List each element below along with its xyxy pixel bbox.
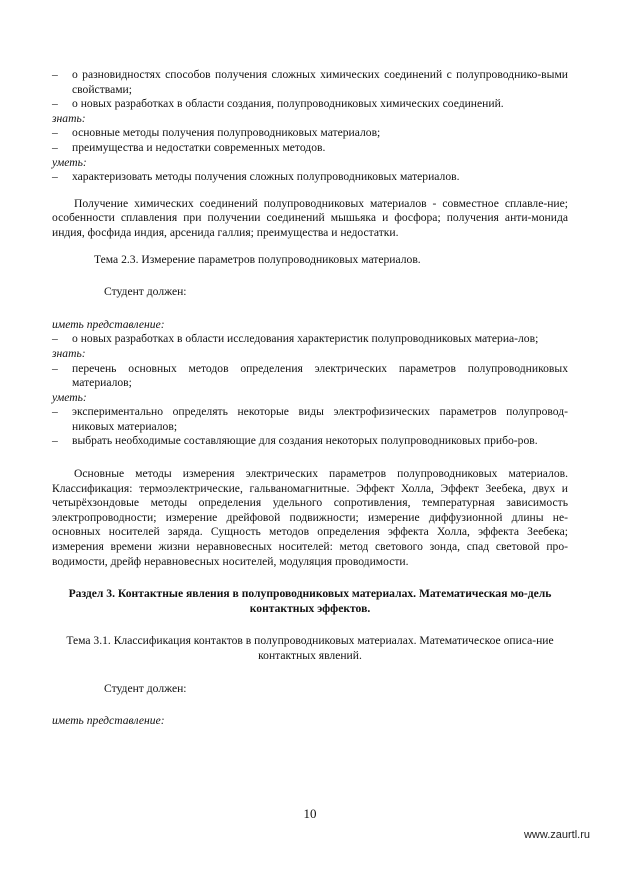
list-item [52,434,568,449]
student-heading: Студент должен: [104,285,187,299]
list-item-text: о новых разработках в области создания, полупроводниковых химических соединений. [72,97,504,111]
skill-label: уметь: [52,390,87,404]
dash-marker: – [52,332,58,346]
representation-label: иметь представление: [52,317,165,331]
list-item-text: преимущества и недостатки современных методов. [72,140,326,154]
section-heading: Раздел 3. Контактные явления в полупроводниковых материалах. Математическая мо-дель контактных эффектов. [68,587,552,615]
know-label: знать: [52,111,86,125]
student-heading: Студент должен: [104,681,187,695]
skill-label: уметь: [52,155,87,169]
list-item-text: о разновидностях способов получения сложных химических соединений с полупроводнико-выми свойствами; [72,68,568,96]
list-item [52,68,568,97]
representation-label: иметь представление: [52,714,165,728]
list-item-text: характеризовать методы получения сложных полупроводниковых материалов. [72,170,460,184]
dash-marker: – [52,170,58,184]
page-number: 10 [303,806,317,821]
list-item [52,405,568,434]
dash-marker: – [52,126,58,140]
list-item [52,362,568,391]
dash-marker: – [52,361,58,375]
paragraph: Получение химических соединений полупроводниковых материалов - совместное сплавле-ние; особенности сплавления при получении соединений мышьяка и фосфора; получения анти-монида индия, фосфида индия, арсенида галлия; преимущества и недостатки. [52,196,568,239]
list-item [52,141,568,156]
list-item-text: основные методы получения полупроводниковых материалов; [72,126,381,140]
list-item-text: перечень основных методов определения электрических параметров полупроводниковых материалов; [72,361,568,390]
theme-heading: Тема 2.3. Измерение параметров полупроводниковых материалов. [94,252,421,266]
list-item [52,126,568,141]
know-label: знать: [52,346,86,360]
dash-marker: – [52,434,58,448]
list-item-text: о новых разработках в области исследования характеристик полупроводниковых материа-лов; [72,332,539,346]
list-item-text: выбрать необходимые составляющие для создания некоторых полупроводниковых прибо-ров. [72,434,538,448]
list-item [52,332,568,347]
list-item [52,97,568,112]
list-item [52,170,568,185]
theme-heading: Тема 3.1. Классификация контактов в полупроводниковых материалах. Математическое описа-ние контактных явлений. [66,634,554,662]
dash-marker: – [52,68,58,81]
paragraph: Основные методы измерения электрических параметров полупроводниковых материалов. Классификация: термоэлектрические, гальваномагнитные. Эффект Холла, Эффект Зеебека, двух и четырёхзондовые методы определения удельного сопротивления, температурная зависимость электропроводности; измерение дрейфовой подвижности; измерение диффузионной длины не-основных носителей заряда. Сущность методов определения эффекта Холла, эффекта Зеебека; измерения времени жизни неравновесных носителей: метод светового зонда, спад световой про-водимости, дрейф неравновесных носителей, модуляция проводимости. [52,467,568,568]
dash-marker: – [52,405,58,419]
page-content [52,68,568,729]
dash-marker: – [52,97,58,111]
list-item-text: экспериментально определять некоторые виды электрофизических параметров полупровод-никовых материалов; [72,405,568,433]
dash-marker: – [52,140,58,154]
watermark: www.zaurtl.ru [523,829,590,841]
